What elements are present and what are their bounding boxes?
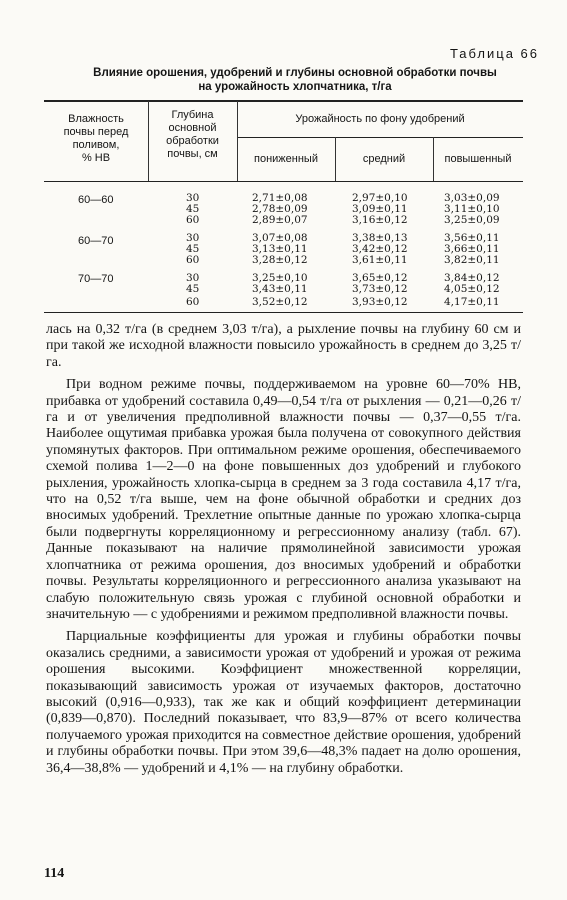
humidity-group-label: 60—70 (78, 235, 114, 247)
yield-mid-cell: 3,93±0,12 (352, 296, 408, 308)
caption-line-2: на урожайность хлопчатника, т/га (198, 81, 392, 93)
yield-high-cell: 4,05±0,12 (444, 283, 500, 295)
table-bottom-rule (44, 312, 523, 313)
humidity-group-label: 70—70 (78, 273, 114, 285)
body-text (46, 322, 521, 777)
depth-cell: 60 (186, 296, 200, 308)
depth-cell: 30 (186, 192, 200, 204)
yield-high-cell: 3,03±0,09 (444, 192, 500, 204)
yield-mid-cell: 3,61±0,11 (352, 254, 408, 266)
yield-mid-cell: 2,97±0,10 (352, 192, 408, 204)
yield-low-cell: 2,78±0,09 (252, 203, 308, 215)
yield-mid-cell: 3,65±0,12 (352, 272, 408, 284)
paragraph: лась на 0,32 т/га (в среднем 3,03 т/га), а рыхление почвы на глубину 60 см и при такой же исходной влажности повысило урожайность в среднем до 3,25 т/га. (46, 322, 521, 370)
humidity-group-label: 60—60 (78, 194, 114, 206)
yield-high-cell: 3,56±0,11 (444, 232, 500, 244)
yield-high-cell: 3,11±0,10 (444, 203, 500, 215)
subheader-rule (237, 137, 523, 138)
yield-mid-cell: 3,09±0,11 (352, 203, 408, 215)
yield-low-cell: 3,13±0,11 (252, 243, 308, 255)
depth-cell: 45 (186, 243, 200, 255)
yield-mid-cell: 3,73±0,12 (352, 283, 408, 295)
header-yield-group: Урожайность по фону удобрений (295, 113, 465, 125)
header-fert-high: повышенный (444, 153, 512, 165)
yield-low-cell: 3,52±0,12 (252, 296, 308, 308)
depth-cell: 45 (186, 283, 200, 295)
yield-low-cell: 3,07±0,08 (252, 232, 308, 244)
yield-high-cell: 3,84±0,12 (444, 272, 500, 284)
page-number: 114 (44, 866, 65, 881)
table-caption (40, 66, 550, 94)
paragraph: Парциальные коэффициенты для урожая и глубины обработки почвы оказались средними, а зависимости урожая от удобрений и урожая от режима орошения высокими. Коэффициент множественной корреляции, показывающий зависимость урожая от изучаемых факторов, достаточно высокий (0,916—0,933), так же как и общий коэффициент детерминации (0,839—0,870). Последний показывает, что 83,9—87% от всего количества получаемого урожая приходится на совместное действие орошения, удобрений и глубины обработки почвы. При этом 39,6—48,3% падает на долю орошения, 36,4—38,8% — удобрений и 4,1% — на глубину обработки. (46, 629, 521, 776)
yield-high-cell: 4,17±0,11 (444, 296, 500, 308)
paragraph: При водном режиме почвы, поддерживаемом на уровне 60—70% НВ, прибавка от удобрений составила 0,49—0,54 т/га от рыхления — 0,21—0,26 т/га и от увеличения предполивной влажности почвы — 0,37—0,55 т/га. Наиболее ощутимая прибавка урожая была получена от совокупного действия упомянутых факторов. При оптимальном режиме орошения, обеспечиваемого схемой полива 1—2—0 на фоне повышенных доз удобрений и глубокого рыхления, урожайность хлопка-сырца в среднем за 3 года составила 4,17 т/га, что на 0,52 т/га выше, чем на фоне обычной обработки и средних доз вносимых удобрений. Трехлетние опытные данные по урожаю хлопка-сырца были подвергнуты корреляционному и регрессионному анализу (табл. 67). Данные показывают на наличие прямолинейной зависимости урожая хлопчатника от режима орошения, доз вносимых удобрений и обработки почвы. Результаты корреляционного и регрессионного анализа указывают на слабую положительную связь урожая с глубиной основной обработки и значительную — с удобрениями и режимом предполивной влажности почвы. (46, 377, 521, 622)
depth-cell: 60 (186, 214, 200, 226)
yield-low-cell: 3,28±0,12 (252, 254, 308, 266)
yield-high-cell: 3,82±0,11 (444, 254, 500, 266)
header-depth: Глубина основной обработки почвы, см (166, 109, 219, 160)
depth-cell: 30 (186, 232, 200, 244)
header-bottom-rule (44, 181, 523, 182)
yield-mid-cell: 3,38±0,13 (352, 232, 408, 244)
yield-low-cell: 2,71±0,08 (252, 192, 308, 204)
yield-mid-cell: 3,42±0,12 (352, 243, 408, 255)
depth-cell: 60 (186, 254, 200, 266)
yield-mid-cell: 3,16±0,12 (352, 214, 408, 226)
header-fert-low: пониженный (254, 153, 318, 165)
caption-line-1: Влияние орошения, удобрений и глубины основной обработки почвы (93, 67, 497, 79)
table-number: Таблица 66 (449, 46, 539, 61)
yield-high-cell: 3,25±0,09 (444, 214, 500, 226)
depth-cell: 30 (186, 272, 200, 284)
yield-low-cell: 3,43±0,11 (252, 283, 308, 295)
yield-low-cell: 2,89±0,07 (252, 214, 308, 226)
header-humidity: Влажность почвы перед поливом, % НВ (63, 113, 129, 164)
table-top-rule (44, 100, 523, 102)
depth-cell: 45 (186, 203, 200, 215)
header-fert-mid: средний (362, 153, 406, 165)
yield-high-cell: 3,66±0,11 (444, 243, 500, 255)
yield-low-cell: 3,25±0,10 (252, 272, 308, 284)
